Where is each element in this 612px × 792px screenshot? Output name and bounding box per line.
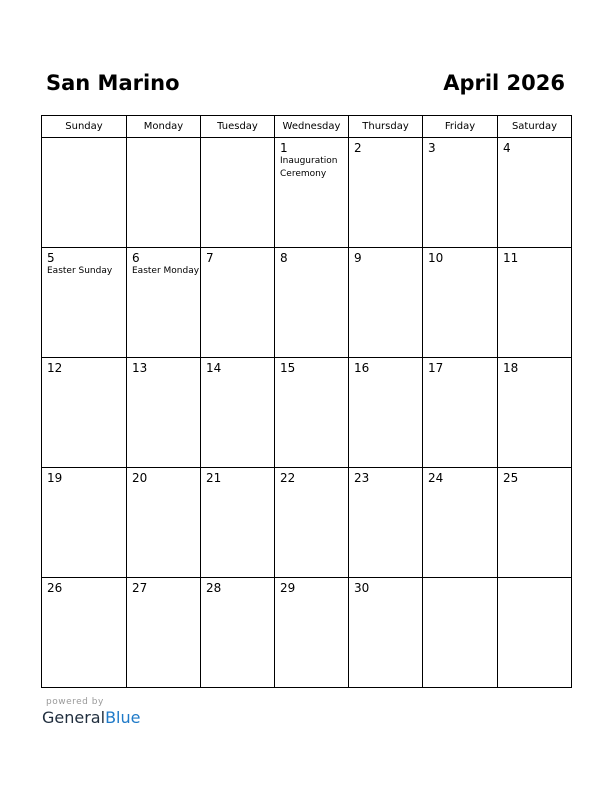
day-number: 2 [354,141,362,155]
day-cell-content [127,248,200,278]
day-cell-content [498,138,571,155]
calendar-country-title: San Marino [46,71,180,95]
day-number: 17 [428,361,444,375]
day-cell [275,358,349,468]
day-cell [127,578,201,688]
holiday-label: Easter Monday [132,266,200,276]
day-number: 27 [132,581,148,595]
calendar-week-row [42,248,572,358]
day-cell [201,248,275,358]
day-cell [275,468,349,578]
calendar-week-row [42,138,572,248]
day-cell-content [42,468,126,485]
day-cell [349,578,423,688]
day-number: 5 [47,251,55,265]
day-cell-content [275,248,348,265]
weekday-header-monday: Monday [127,116,201,138]
day-number: 6 [132,251,140,265]
day-cell-content [275,138,348,181]
day-cell [127,468,201,578]
day-cell [349,248,423,358]
day-cell [498,358,572,468]
holiday-label: Easter Sunday [47,266,113,276]
day-number: 7 [206,251,214,265]
day-cell [423,358,498,468]
day-cell [127,248,201,358]
day-number: 3 [428,141,436,155]
day-cell [498,138,572,248]
day-cell-content [275,578,348,595]
day-cell-content [127,138,200,141]
brand-name-blue: Blue [105,708,141,727]
day-cell [275,138,349,248]
day-cell-content [498,578,571,581]
day-cell [498,248,572,358]
day-number: 23 [354,471,370,485]
day-cell-content [127,468,200,485]
day-cell [42,248,127,358]
day-cell [201,578,275,688]
brand-logo [42,708,140,728]
day-cell-content [423,578,497,581]
weekday-header-friday: Friday [423,116,498,138]
weekday-header-sunday: Sunday [42,116,127,138]
day-number: 25 [503,471,519,485]
day-cell-content [423,248,497,265]
day-cell-content [349,358,422,375]
day-cell [423,248,498,358]
day-cell-content [201,358,274,375]
day-cell-content [127,578,200,595]
brand-name-general: General [42,708,106,727]
calendar-week-row [42,468,572,578]
weekday-header-row [42,116,572,138]
day-cell-content [349,138,422,155]
calendar-month-title: April 2026 [443,71,565,95]
day-number: 12 [47,361,63,375]
day-cell-content [423,468,497,485]
holiday-label: Inauguration Ceremony [280,156,338,179]
day-number: 30 [354,581,370,595]
day-cell-content [498,358,571,375]
day-cell [349,138,423,248]
day-cell-content [42,138,126,141]
day-cell-content [423,138,497,155]
calendar-body [42,138,572,688]
day-number: 28 [206,581,222,595]
day-cell-content [42,578,126,595]
day-cell-content [42,358,126,375]
day-cell [349,358,423,468]
day-cell [42,468,127,578]
calendar-week-row [42,578,572,688]
day-cell-content [498,468,571,485]
powered-by-label: powered by [46,697,104,707]
day-cell [201,468,275,578]
day-number: 10 [428,251,444,265]
day-number: 24 [428,471,444,485]
day-number: 4 [503,141,511,155]
day-cell [201,138,275,248]
weekday-header-thursday: Thursday [349,116,423,138]
day-cell [127,358,201,468]
day-cell-content [498,248,571,265]
day-cell [275,248,349,358]
day-cell-content [42,248,126,278]
day-cell [498,468,572,578]
day-cell-content [349,248,422,265]
day-cell [275,578,349,688]
day-cell-content [349,468,422,485]
day-number: 29 [280,581,296,595]
day-cell-content [349,578,422,595]
day-cell [42,578,127,688]
day-cell-content [201,248,274,265]
day-cell [201,358,275,468]
day-number: 19 [47,471,63,485]
day-number: 15 [280,361,296,375]
day-number: 18 [503,361,519,375]
day-cell-content [127,358,200,375]
day-cell [423,468,498,578]
day-number: 14 [206,361,222,375]
day-number: 1 [280,141,288,155]
day-cell [423,138,498,248]
day-number: 26 [47,581,63,595]
day-number: 16 [354,361,370,375]
day-cell [42,138,127,248]
day-number: 9 [354,251,362,265]
calendar-week-row [42,358,572,468]
day-number: 8 [280,251,288,265]
day-cell-content [275,358,348,375]
day-cell [423,578,498,688]
weekday-header-tuesday: Tuesday [201,116,275,138]
day-cell-content [201,138,274,141]
day-cell-content [201,578,274,595]
day-cell [127,138,201,248]
day-cell [498,578,572,688]
day-number: 11 [503,251,519,265]
weekday-header-saturday: Saturday [498,116,572,138]
day-cell-content [201,468,274,485]
weekday-header-wednesday: Wednesday [275,116,349,138]
calendar-grid [41,115,572,688]
day-cell [349,468,423,578]
day-cell-content [423,358,497,375]
footer-branding [42,696,140,728]
day-number: 22 [280,471,296,485]
day-number: 21 [206,471,222,485]
day-number: 13 [132,361,148,375]
day-number: 20 [132,471,148,485]
day-cell [42,358,127,468]
day-cell-content [275,468,348,485]
